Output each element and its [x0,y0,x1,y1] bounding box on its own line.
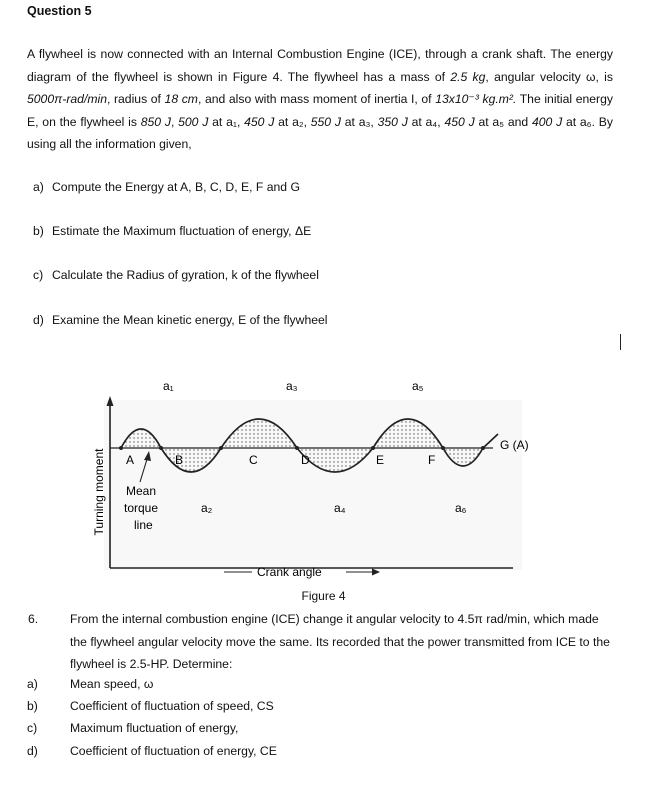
label-point-e: E [376,453,385,467]
turning-moment-diagram [88,372,558,587]
question-title: Question 5 [27,4,92,18]
label-a4: a₄ [334,501,346,515]
problem-statement: A flywheel is now connected with an Internal Combustion Engine (ICE), through a crank shaft. The energy diagram of the flywheel is shown in Figure 4. The flywheel has a mass of 2.5 kg, angular velocity ω, is 5000π-rad/min, radius of 18 cm, and also with mass moment of inertia I, of 13x10⁻³ kg.m². The initial energy E, on the flywheel is 850 J, 500 J at a₁, 450 J at a₂, 550 J at a₃, 350 J at a₄, 450 J at a₅ and 400 J at a₆. By using all the information given, [27,47,613,151]
q6-item-b: b) Coefficient of fluctuation of speed, CS [27,699,274,713]
x-axis-label: Crank angle [257,565,322,579]
label-a6: a₆ [455,501,467,515]
label-point-g: G (A) [500,438,529,452]
part-b: b) Estimate the Maximum fluctuation of energy, ΔE [33,224,312,238]
label-point-d: D [301,453,310,467]
label-point-b: B [175,453,184,467]
plot-background [104,400,522,570]
q6-item-d: d) Coefficient of fluctuation of energy, CE [27,744,277,758]
label-point-c: C [249,453,258,467]
point-a-marker [119,446,123,450]
label-a2: a₂ [201,501,213,515]
q6-item-a: a) Mean speed, ω [27,677,154,691]
part-a: a) Compute the Energy at A, B, C, D, E, F and G [33,180,300,194]
part-d: d) Examine the Mean kinetic energy, E of the flywheel [33,313,328,327]
label-point-a: A [126,453,135,467]
mean-torque-label: Mean torque line [124,484,159,532]
question-6-number: 6. [28,612,39,626]
point-d-marker [295,446,299,450]
label-a5: a₅ [412,379,424,393]
q6-item-c: c) Maximum fluctuation of energy, [27,721,239,735]
label-a3: a₃ [286,379,298,393]
point-g-marker [481,446,485,450]
figure-caption: Figure 4 [301,589,346,603]
y-axis-label: Turning moment [92,448,106,536]
part-c: c) Calculate the Radius of gyration, k of the flywheel [33,268,319,282]
label-a1: a₁ [163,379,174,393]
point-e-marker [371,446,375,450]
question-6-text: From the internal combustion engine (ICE) change it angular velocity to 4.5π rad/min, which made the flywheel angular velocity move the same. Its recorded that the power transmitted from ICE to the flywheel is 2.5-HP. Determine: [70,612,610,671]
point-b-marker [159,446,163,450]
point-c-marker [219,446,223,450]
point-f-marker [441,446,445,450]
label-point-f: F [428,453,436,467]
text-cursor [620,334,621,350]
